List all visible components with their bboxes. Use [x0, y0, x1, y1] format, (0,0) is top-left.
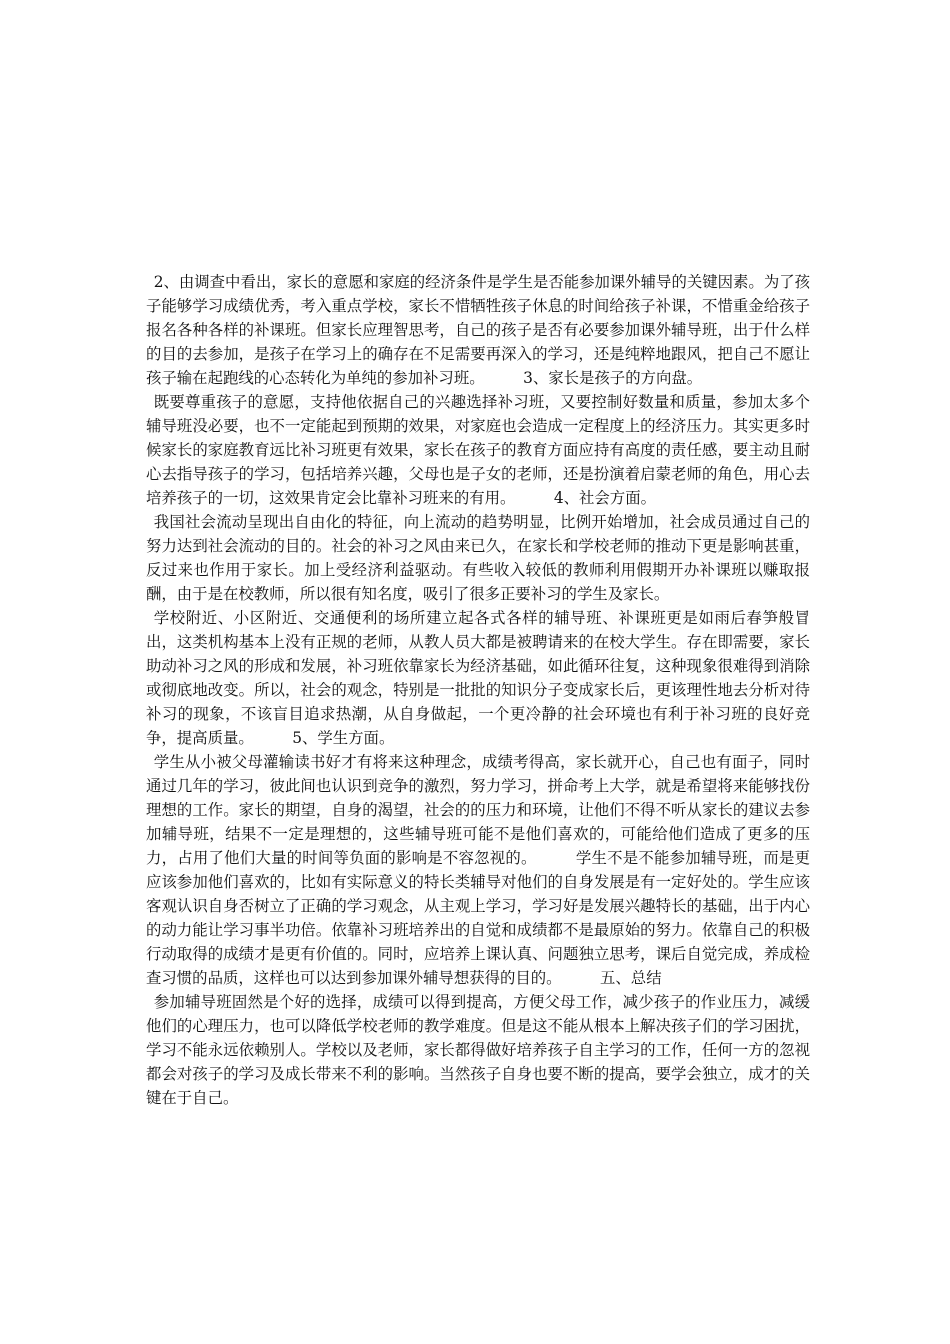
paragraph-summary: 参加辅导班固然是个好的选择，成绩可以得到提高，方便父母工作，减少孩子的作业压力，减缓他们的心理压力，也可以降低学校老师的教学难度。但是这不能从根本上解决孩子们的学习困扰，学习不能永远依赖别人。学校以及老师，家长都得做好培养孩子自主学习的工作，任何一方的忽视都会对孩子的学习及成长带来不利的影响。当然孩子自身也要不断的提高，要学会独立，成才的关键在于自己。	[146, 993, 810, 1107]
paragraph-parent-guidance: 既要尊重孩子的意愿，支持他依据自己的兴趣选择补习班，又要控制好数量和质量，参加太多个辅导班没必要，也不一定能起到预期的效果，对家庭也会造成一定程度上的经济压力。其实更多时候家长的家庭教育远比补习班更有效果，家长在孩子的教育方面应持有高度的责任感，要主动且耐心去指导孩子的学习，包括培养兴趣，父母也是子女的老师，还是扮演着启蒙老师的角色，用心去培养孩子的一切，这效果肯定会比靠补习班来的有用。 4、社会方面。	[146, 393, 810, 507]
paragraph-student-aspect: 学生从小被父母灌输读书好才有将来这种理念，成绩考得高，家长就开心，自己也有面子，同时通过几年的学习，彼此间也认识到竞争的激烈，努力学习，拼命考上大学，就是希望将来能够找份理想的工作。家长的期望，自身的渴望，社会的的压力和环境，让他们不得不听从家长的建议去参加辅导班，结果不一定是理想的，这些辅导班可能不是他们喜欢的，可能给他们造成了更多的压力，占用了他们大量的时间等负面的影响是不容忽视的。 学生不是不能参加辅导班，而是更应该参加他们喜欢的，比如有实际意义的特长类辅导对他们的自身发展是有一定好处的。学生应该客观认识自身否树立了正确的学习观念，从主观上学习，学习好是发展兴趣特长的基础，出于内心的动力能让学习事半功倍。依靠补习班培养出的自觉和成绩都不是最原始的努力。依靠自己的积极行动取得的成绩才是更有价值的。同时，应培养上课认真、问题独立思考，课后自觉完成，养成检查习惯的品质，这样也可以达到参加课外辅导想获得的目的。 五、总结	[146, 753, 810, 987]
paragraph-tutoring-institutions: 学校附近、小区附近、交通便利的场所建立起各式各样的辅导班、补课班更是如雨后春笋般冒出，这类机构基本上没有正规的老师，从教人员大都是被聘请来的在校大学生。存在即需要，家长助动补习之风的形成和发展，补习班依靠家长为经济基础，如此循环往复，这种现象很难得到消除或彻底地改变。所以，社会的观念，特别是一批批的知识分子变成家长后，更该理性地去分析对待补习的现象，不该盲目追求热潮，从自身做起，一个更冷静的社会环境也有利于补习班的良好竞争，提高质量。 5、学生方面。	[146, 609, 810, 747]
document-body	[146, 270, 810, 1110]
paragraph-parent-role: 2、由调查中看出，家长的意愿和家庭的经济条件是学生是否能参加课外辅导的关键因素。为了孩子能够学习成绩优秀，考入重点学校，家长不惜牺牲孩子休息的时间给孩子补课，不惜重金给孩子报名各种各样的补课班。但家长应理智思考，自己的孩子是否有必要参加课外辅导班，出于什么样的目的去参加，是孩子在学习上的确存在不足需要再深入的学习，还是纯粹地跟风，把自己不愿让孩子输在起跑线的心态转化为单纯的参加补习班。 3、家长是孩子的方向盘。	[146, 273, 810, 387]
paragraph-social-mobility: 我国社会流动呈现出自由化的特征，向上流动的趋势明显，比例开始增加，社会成员通过自己的努力达到社会流动的目的。社会的补习之风由来已久，在家长和学校老师的推动下更是影响甚重，反过来也作用于家长。加上受经济利益驱动。有些收入较低的教师利用假期开办补课班以赚取报酬，由于是在校教师，所以很有知名度，吸引了很多正要补习的学生及家长。	[146, 513, 810, 603]
